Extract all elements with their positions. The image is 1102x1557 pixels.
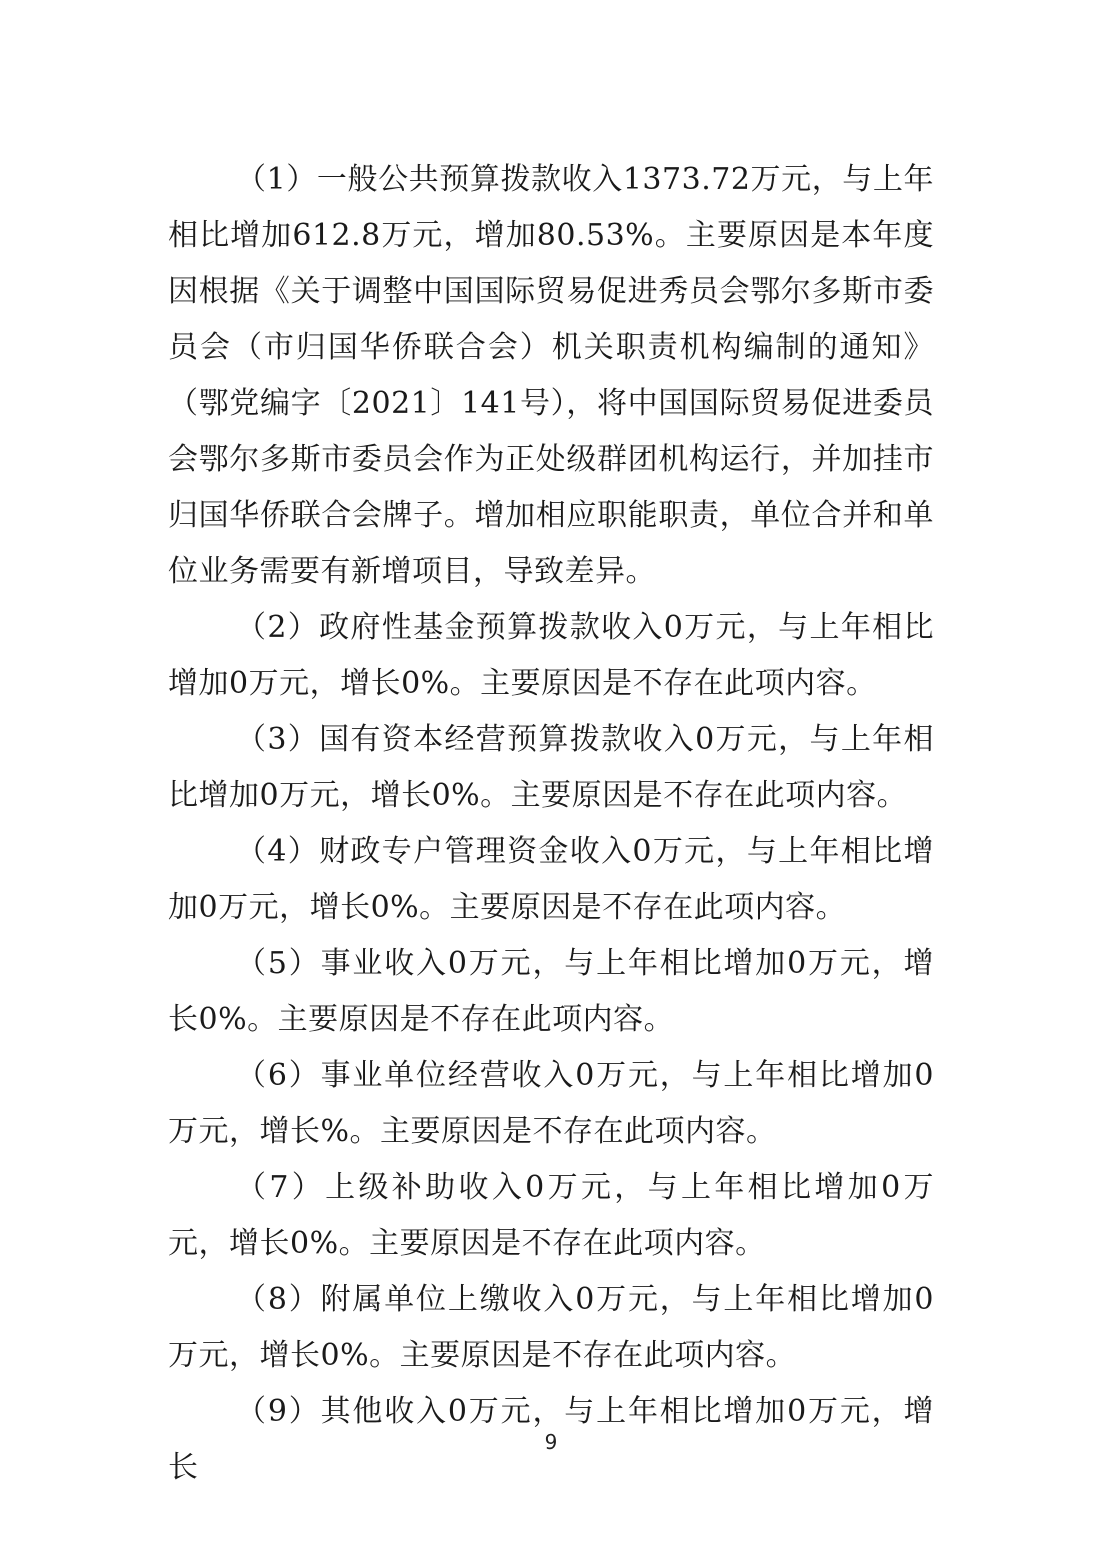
- paragraph-general-budget: （1）一般公共预算拨款收入1373.72万元，与上年相比增加612.8万元，增加80.53%。主要原因是本年度因根据《关于调整中国国际贸易促进秀员会鄂尔多斯市委员会（市归国华侨联合会）机关职责机构编制的通知》（鄂党编字〔2021〕141号），将中国国际贸易促进委员会鄂尔多斯市委员会作为正处级群团机构运行，并加挂市归国华侨联合会牌子。增加相应职能职责，单位合并和单位业务需要有新增项目，导致差异。: [168, 162, 934, 589]
- paragraph-affiliate-payment: （8）附属单位上缴收入0万元，与上年相比增加0万元，增长0%。主要原因是不存在此项内容。: [168, 1282, 934, 1373]
- page-number: 9: [544, 1430, 558, 1454]
- paragraph-operating-income: （6）事业单位经营收入0万元，与上年相比增加0万元，增长%。主要原因是不存在此项内容。: [168, 1058, 934, 1149]
- paragraph-other-income: （9）其他收入0万元，与上年相比增加0万元，增长: [168, 1394, 934, 1485]
- paragraph-government-fund: （2）政府性基金预算拨款收入0万元，与上年相比增加0万元，增长0%。主要原因是不存在此项内容。: [168, 610, 934, 701]
- body-text: [168, 152, 934, 1496]
- paragraph-state-capital: （3）国有资本经营预算拨款收入0万元，与上年相比增加0万元，增长0%。主要原因是不存在此项内容。: [168, 722, 934, 813]
- paragraph-special-account: （4）财政专户管理资金收入0万元，与上年相比增加0万元，增长0%。主要原因是不存在此项内容。: [168, 834, 934, 925]
- paragraph-superior-subsidy: （7）上级补助收入0万元，与上年相比增加0万元，增长0%。主要原因是不存在此项内容。: [168, 1170, 934, 1261]
- paragraph-business-income: （5）事业收入0万元，与上年相比增加0万元，增长0%。主要原因是不存在此项内容。: [168, 946, 934, 1037]
